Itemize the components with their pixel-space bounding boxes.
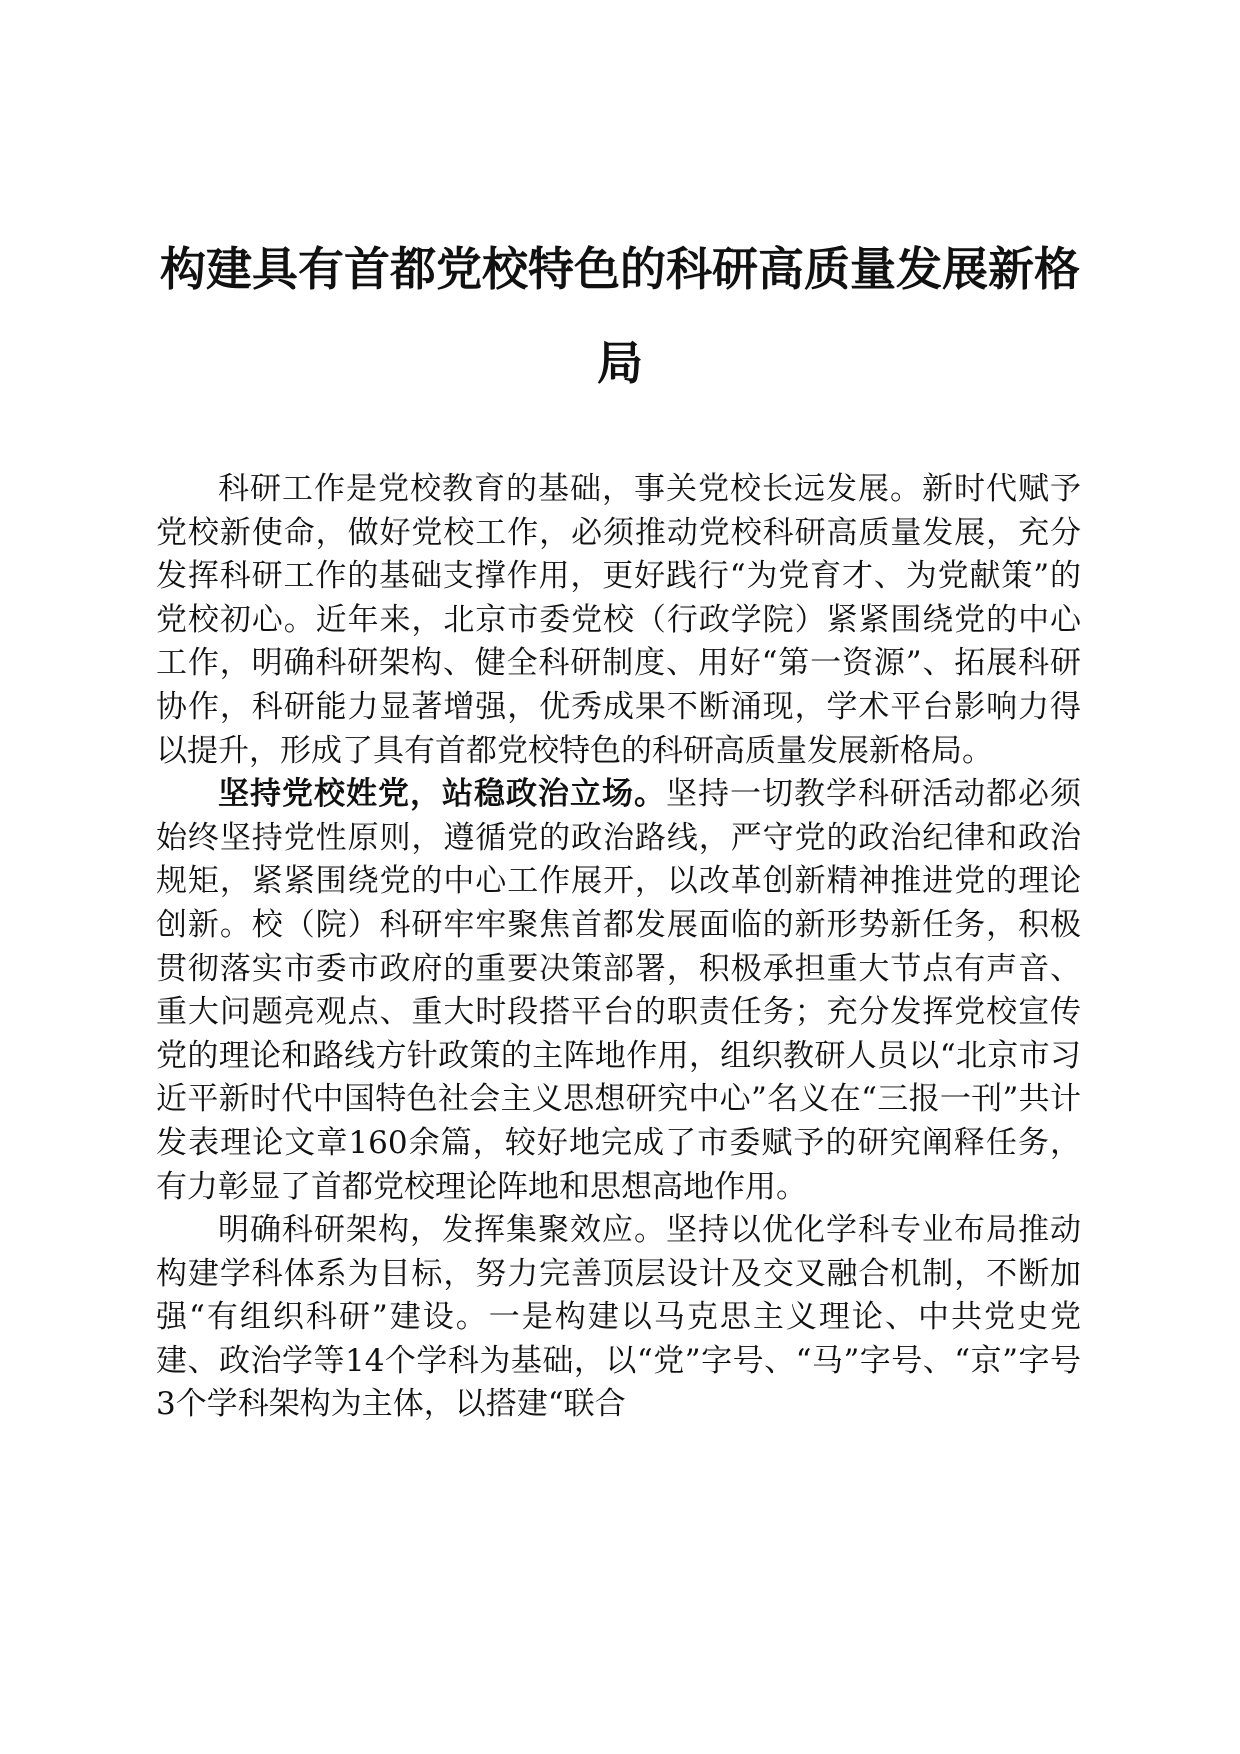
document-body xyxy=(156,468,1081,1427)
document-title: 构建具有首都党校特色的科研高质量发展新格局 xyxy=(160,242,1080,390)
paragraph-intro xyxy=(156,468,1081,773)
paragraph-text: 科研工作是党校教育的基础，事关党校长远发展。新时代赋予党校新使命，做好党校工作，必须推动党校科研高质量发展，充分发挥科研工作的基础支撑作用，更好践行“为党育才、为党献策”的党校初心。近年来，北京市委党校（行政学院）紧紧围绕党的中心工作，明确科研架构、健全科研制度、用好“第一资源”、拓展科研协作，科研能力显著增强，优秀成果不断涌现，学术平台影响力得以提升，形成了具有首都党校特色的科研高质量发展新格局。 xyxy=(156,471,1081,769)
paragraph-research-structure xyxy=(156,1209,1081,1427)
paragraph-political-stance xyxy=(156,773,1081,1209)
paragraph-text: 明确科研架构，发挥集聚效应。坚持以优化学科专业布局推动构建学科体系为目标，努力完善顶层设计及交叉融合机制，不断加强“有组织科研”建设。一是构建以马克思主义理论、中共党史党建、政治学等14个学科为基础，以“党”字号、“马”字号、“京”字号3个学科架构为主体，以搭建“联合 xyxy=(156,1212,1081,1423)
paragraph-lead: 坚持党校姓党，站稳政治立场。 xyxy=(218,776,666,813)
paragraph-text: 坚持一切教学科研活动都必须始终坚持党性原则，遵循党的政治路线，严守党的政治纪律和政治规矩，紧紧围绕党的中心工作展开，以改革创新精神推进党的理论创新。校（院）科研牢牢聚焦首都发展面临的新形势新任务，积极贯彻落实市委市政府的重要决策部署，积极承担重大节点有声音、重大问题亮观点、重大时段搭平台的职责任务；充分发挥党校宣传党的理论和路线方针政策的主阵地作用，组织教研人员以“北京市习近平新时代中国特色社会主义思想研究中心”名义在“三报一刊”共计发表理论文章160余篇，较好地完成了市委赋予的研究阐释任务，有力彰显了首都党校理论阵地和思想高地作用。 xyxy=(156,776,1081,1205)
